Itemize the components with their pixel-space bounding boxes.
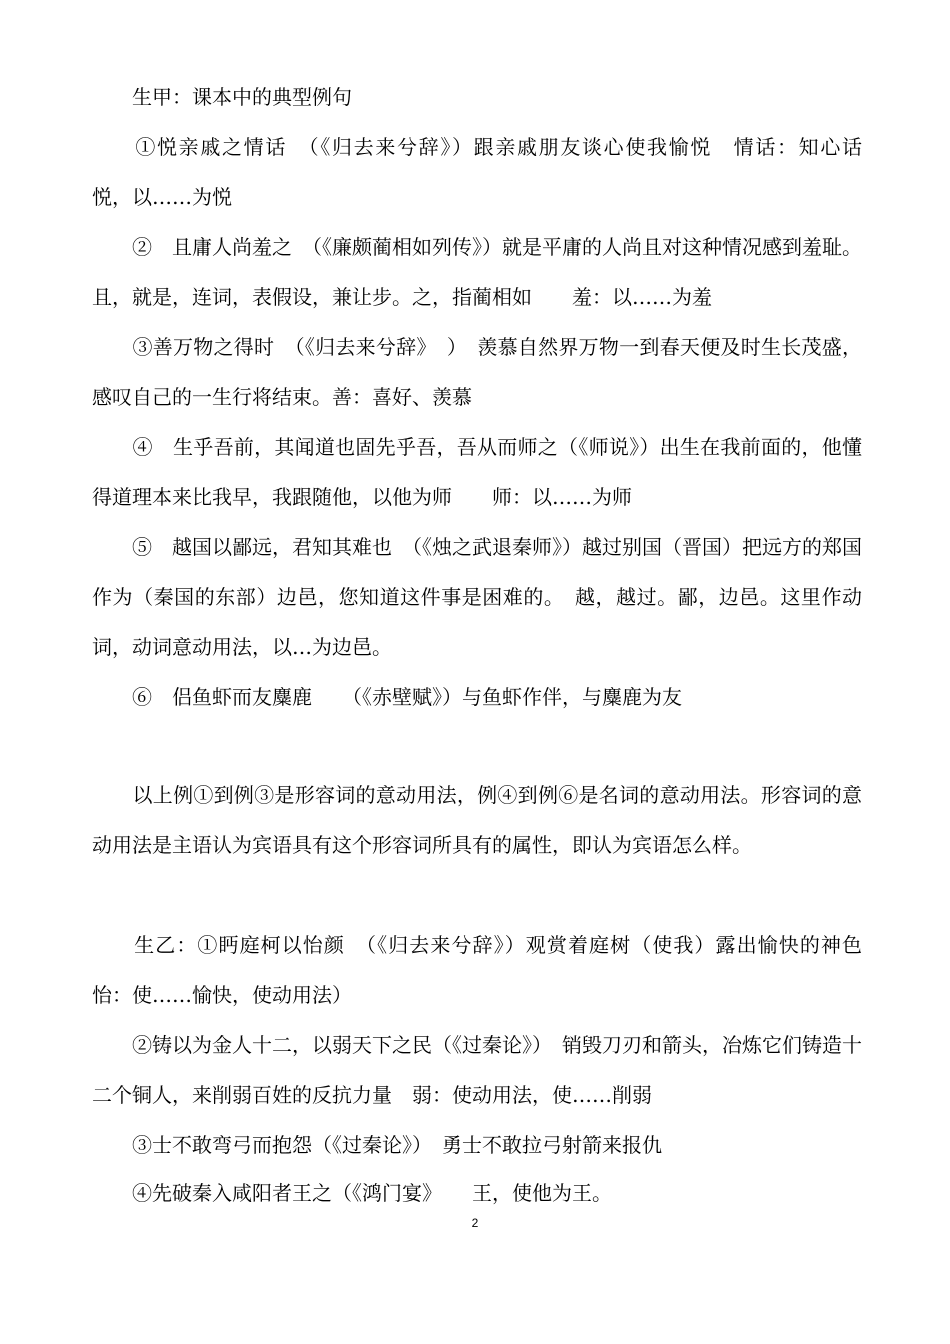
paragraph-student-b-example-4: ④先破秦入咸阳者王之（《鸿门宴》 王，使他为王。: [92, 1181, 612, 1205]
paragraph-student-b-example-3: ③士不敢弯弓而抱怨（《过秦论》） 勇士不敢拉弓射箭来报仇: [92, 1133, 662, 1157]
paragraph-student-b-example-1: 生乙：①眄庭柯以怡颜 （《归去来兮辞》）观赏着庭树（使我）露出愉快的神色 怡：使……愉快，使动用法）: [92, 933, 882, 1007]
paragraph-example-2: ② 且庸人尚羞之 （《廉颇蔺相如列传》）就是平庸的人尚且对这种情况感到羞耻。且，就是，连词，表假设，兼让步。之，指蔺相如 羞：以……为羞: [92, 235, 862, 309]
paragraph-example-1: ①悦亲戚之情话 （《归去来兮辞》）跟亲戚朋友谈心使我愉悦 情话：知心话 悦，以……为悦: [92, 135, 902, 209]
paragraph-summary: 以上例①到例③是形容词的意动用法，例④到例⑥是名词的意动用法。形容词的意动用法是主语认为宾语具有这个形容词所具有的属性，即认为宾语怎么样。: [92, 783, 862, 857]
paragraph-student-a-heading: 生甲：课本中的典型例句: [92, 85, 352, 109]
paragraph-example-5: ⑤ 越国以鄙远，君知其难也 （《烛之武退秦师》）越过别国（晋国）把远方的郑国作为（秦国的东部）边邑，您知道这件事是困难的。 越，越过。鄙，边邑。这里作动词，动词意动用法，以…为边邑。: [92, 535, 862, 659]
paragraph-student-b-example-2: ②铸以为金人十二，以弱天下之民（《过秦论》） 销毁刀刃和箭头，冶炼它们铸造十二个铜人，来削弱百姓的反抗力量 弱：使动用法，使……削弱: [92, 1033, 862, 1107]
page-number: 2: [471, 1216, 479, 1230]
paragraph-example-6: ⑥ 侣鱼虾而友麋鹿 （《赤壁赋》）与鱼虾作伴，与麋鹿为友: [92, 685, 682, 709]
paragraph-example-3: ③善万物之得时 （《归去来兮辞》 ） 羡慕自然界万物一到春天便及时生长茂盛，感叹自己的一生行将结束。善：喜好、羡慕: [92, 335, 862, 409]
paragraph-example-4: ④ 生乎吾前，其闻道也固先乎吾，吾从而师之（《师说》）出生在我前面的，他懂得道理本来比我早，我跟随他，以他为师 师：以……为师: [92, 435, 862, 509]
